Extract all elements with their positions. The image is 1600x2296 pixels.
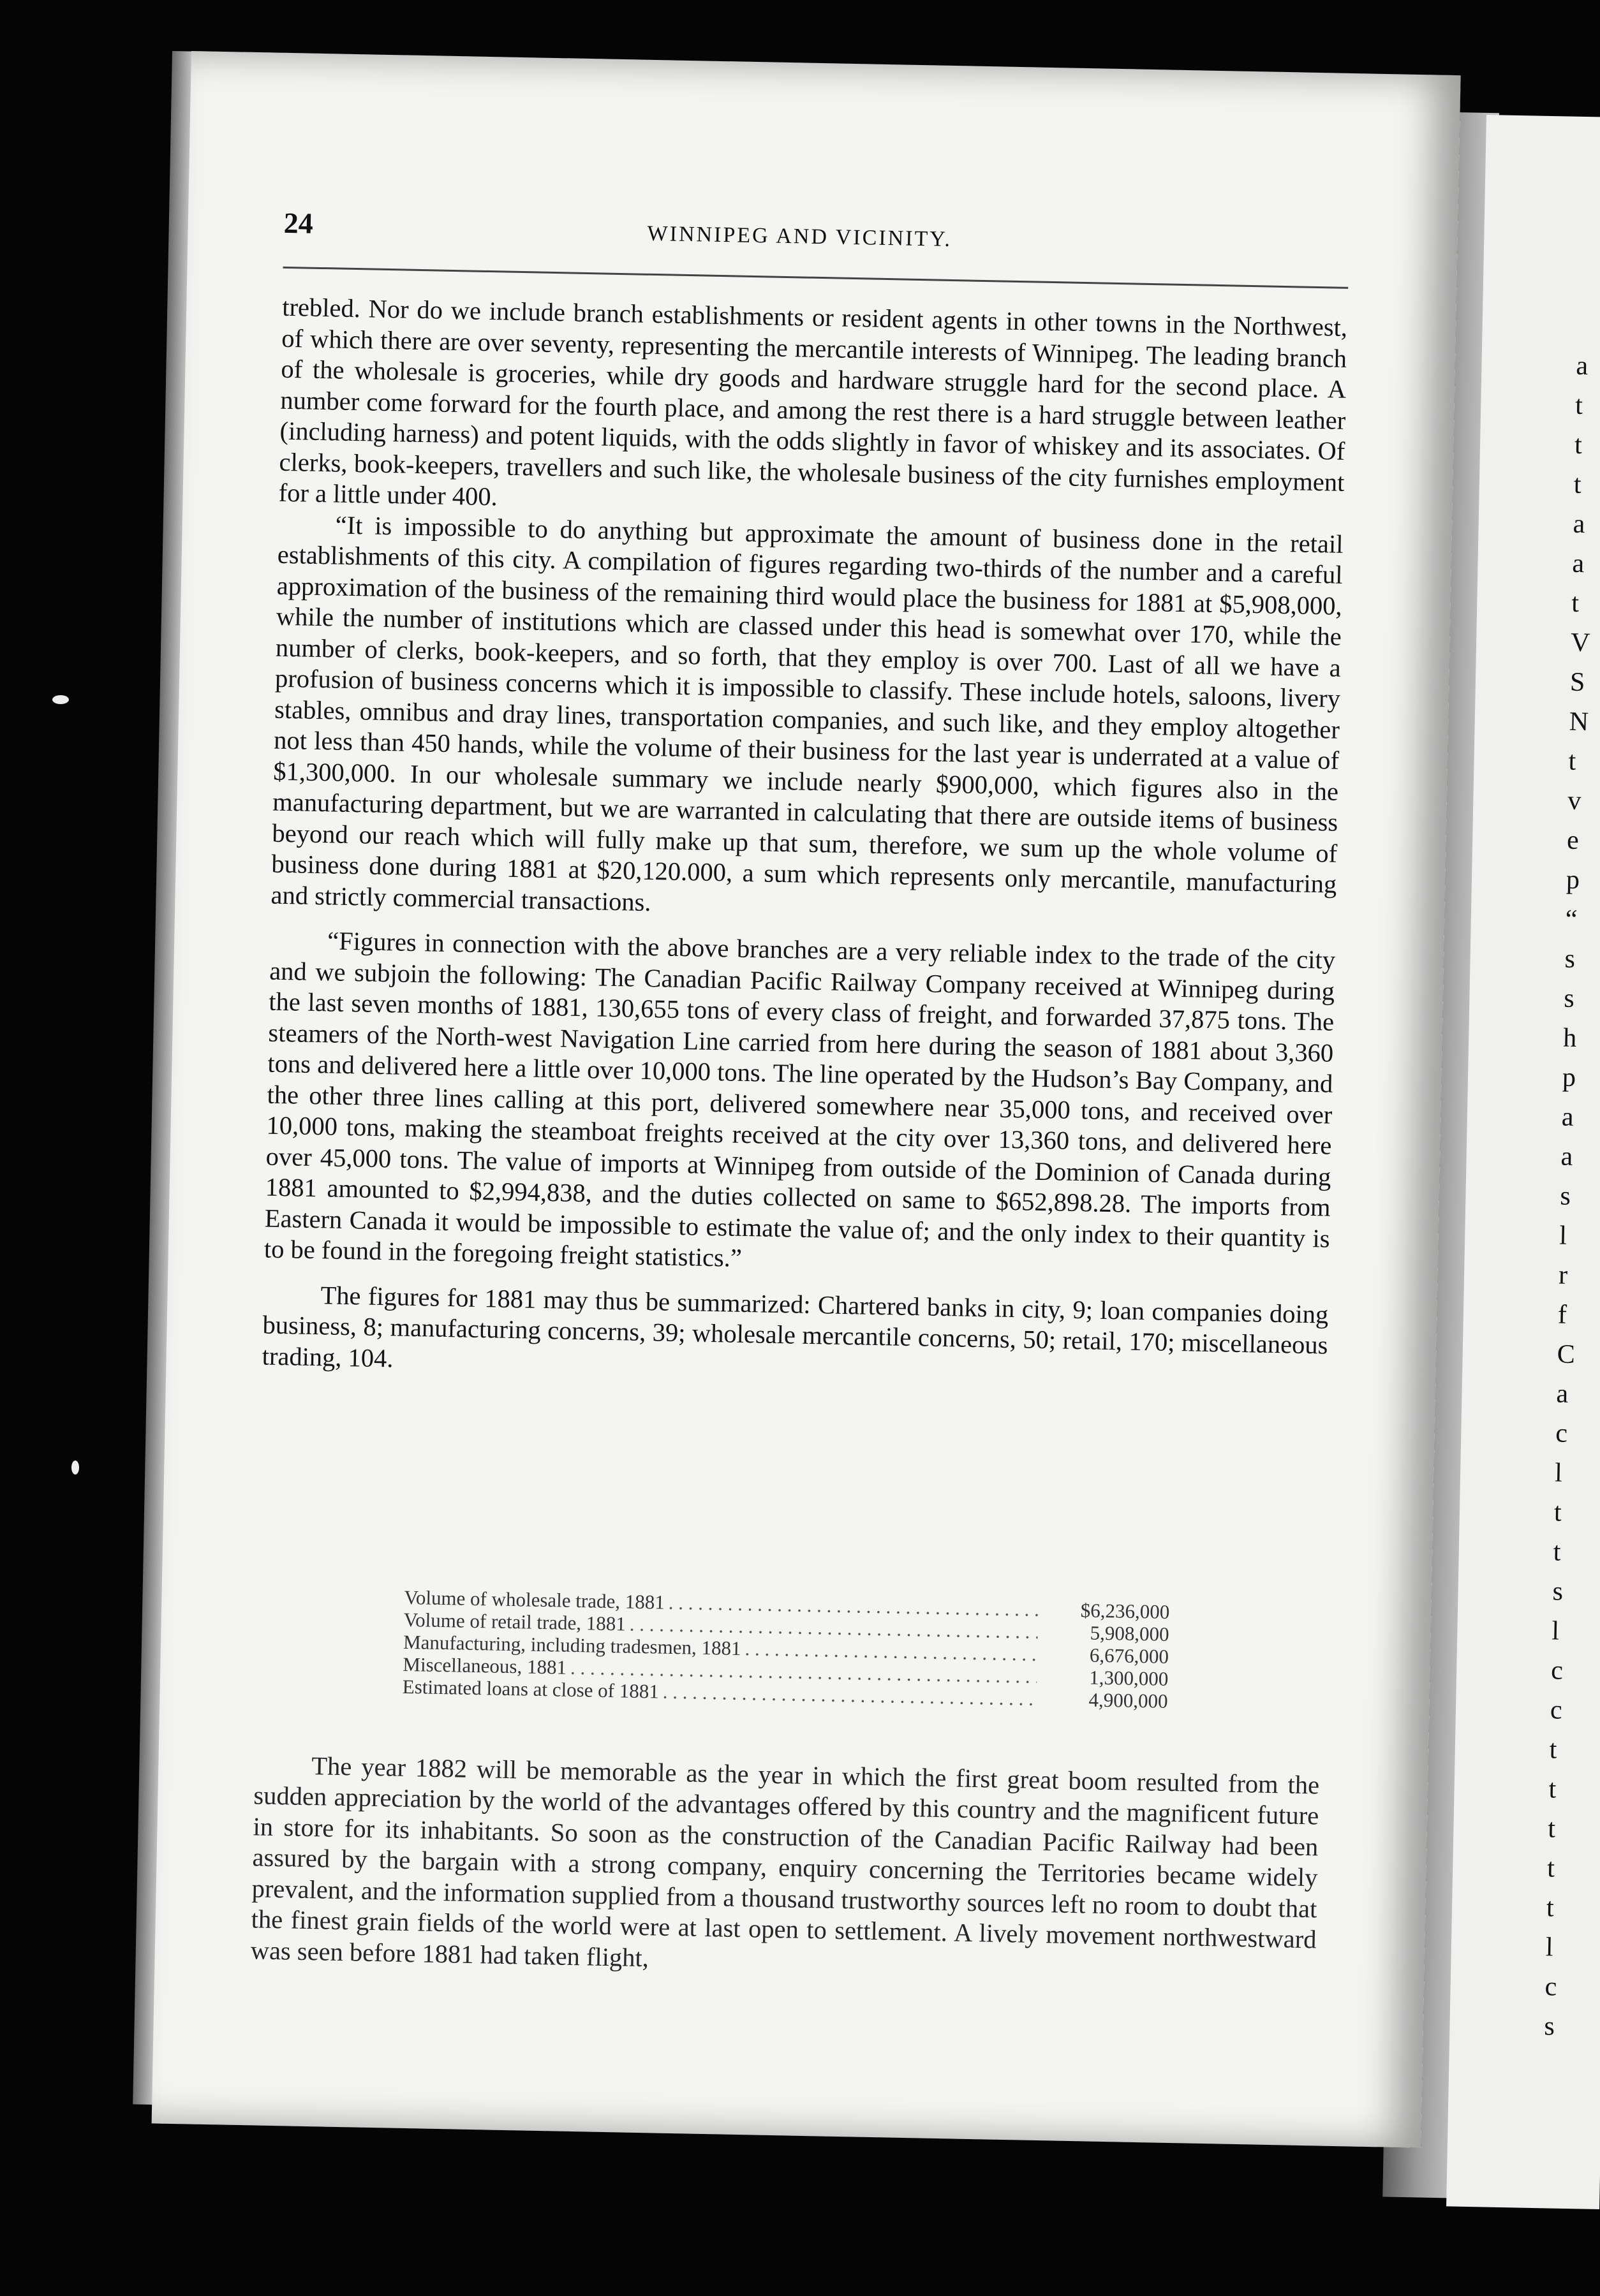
- stat-value: 4,900,000: [1088, 1688, 1168, 1712]
- facing-page-fragment: v: [1567, 786, 1581, 816]
- facing-page-fragment: c: [1550, 1656, 1564, 1686]
- facing-page-fragment: t: [1574, 430, 1583, 460]
- paragraph-1882: The year 1882 will be memorable as the year in which the first great boom resulted from the sudden appreciation by the world of the advantages offered by this country and the magnificent future in store for its inhabitants. So soon as the construction of the Canadian Pacific Railway had been assured by the bargain with a strong company, enquiry concerning the Territories became widely prevalent, and the information supplied from a thousand trustworthy sources left no room to doubt that the finest grain fields of the world were at last open to settlement. A lively movement northwestward was seen before 1881 had taken flight,: [250, 1751, 1320, 1972]
- facing-page-fragment: l: [1545, 1932, 1553, 1962]
- facing-page-fragment: s: [1564, 944, 1576, 974]
- facing-page-fragment: p: [1562, 1063, 1576, 1093]
- paragraph-summary-intro: The figures for 1881 may thus be summarized: Chartered banks in city, 9; loan companies doing business, 8; manufacturing concerns, 39; wholesale mercantile concerns, 50; retail, 170; miscellaneous trading, 104.: [262, 1280, 1329, 1372]
- facing-page-fragment: t: [1553, 1537, 1561, 1567]
- paragraph-figures: “Figures in connection with the above branches are a very reliable index to the trade of the city and we subjoin the following: The Canadian Pacific Railway Company received at Winnipeg during the last seven months of 1881, 130,655 tons of every class of freight, and forwarded 37,875 tons. The steamers of the North-west Navigation Line carried from here during the season of 1881 about 3,360 tons and delivered here a little over 10,000 tons. The line operated by the Hudson’s Bay Company, and the other three lines calling at this port, delivered somewhere near 35,000 tons, and received over 10,000 tons, making the steamboat freights received at the city over 13,360 tons, and delivered here over 45,000 tons. The value of imports at Winnipeg from outside of the Dominion of Canada during 1881 amounted to $2,994,838, and the duties collected on same to $652,898.28. The imports from Eastern Canada it would be impossible to estimate the value of; and the only index to their quantity is to be found in the foregoing freight statistics.”: [263, 926, 1336, 1272]
- stat-label: Volume of wholesale trade, 1881: [404, 1586, 665, 1614]
- paragraph-retail: “It is impossible to do anything but approximate the amount of business done in the retail establishments of this city. A compilation of figures regarding two-thirds of the number and a careful approximation of the business of the remaining third would place the business for 1881 at $5,908,000, while the number of institutions which are classed under this head is somewhat over 170, while the number of clerks, book-keepers, and so forth, that they employ is over 700. Last of all we have a profusion of business concerns which it is impossible to classify. These include hotels, saloons, livery stables, omnibus and dray lines, transportation companies, and such like, and they employ altogether not less than 450 hands, while the volume of their business for the last year is underrated at a value of $1,300,000. In our wholesale summary we include nearly $900,000, which figures also in the manufacturing department, but we are warranted in calculating that there are outside items of business beyond our reach which will fully make up that sum, therefore, we sum up the whole volume of business done during 1881 at $20,120.000, a sum which represents only mercantile, manufacturing and strictly commercial transactions.: [270, 510, 1344, 916]
- facing-page-fragment: p: [1566, 865, 1580, 895]
- scan-speck: [52, 695, 69, 704]
- book-page: [152, 51, 1461, 2148]
- facing-page-fragment: V: [1570, 628, 1590, 658]
- facing-page-fragment: c: [1550, 1695, 1563, 1725]
- facing-page-fragment: C: [1557, 1339, 1576, 1370]
- page-number: 24: [283, 206, 314, 240]
- paragraph-continued: trebled. Nor do we include branch establishments or resident agents in other towns in the Northwest, of which there are over seventy, representing the mercantile interests of Winnipeg. The leading branch of the wholesale is groceries, while dry goods and hardware struggle hard for the second place. A number come forward for the fourth place, and among the rest there is a hard struggle between leather (including harness) and potent liquids, with the odds slightly in favor of whiskey and its associates. Of clerks, book-keepers, travellers and such like, the wholesale business of the city furnishes employment for a little under 400.: [278, 292, 1348, 511]
- scan-speck: [71, 1461, 79, 1475]
- facing-page-fragment: S: [1569, 667, 1585, 698]
- stat-label: Miscellaneous, 1881: [403, 1652, 567, 1679]
- closing-text: [250, 1723, 1321, 2012]
- facing-page-fragment: l: [1554, 1458, 1563, 1488]
- facing-page-fragment: s: [1560, 1181, 1571, 1211]
- facing-page-fragment: t: [1571, 588, 1580, 618]
- facing-page-fragment: a: [1561, 1102, 1574, 1132]
- facing-page-fragment: a: [1572, 548, 1585, 579]
- facing-page-fragment: a: [1560, 1142, 1573, 1172]
- stat-label: Volume of retail trade, 1881: [403, 1608, 626, 1635]
- facing-page-fragment: t: [1546, 1853, 1555, 1883]
- facing-page-fragment: l: [1559, 1221, 1567, 1251]
- facing-page-fragment: N: [1569, 707, 1589, 737]
- facing-page-fragment: s: [1552, 1577, 1564, 1607]
- facing-page-fragment: s: [1544, 2012, 1555, 2042]
- facing-page-fragment: t: [1547, 1814, 1556, 1844]
- stat-value: 1,300,000: [1088, 1666, 1169, 1690]
- stat-label: Estimated loans at close of 1881: [402, 1675, 660, 1703]
- facing-page-fragment: e: [1566, 825, 1580, 855]
- summary-table: [402, 1586, 1169, 1712]
- facing-page-fragment: l: [1551, 1616, 1560, 1646]
- facing-page-fragment: t: [1553, 1498, 1562, 1527]
- facing-page-fragment: t: [1546, 1893, 1555, 1923]
- facing-page-fragment: r: [1558, 1260, 1568, 1290]
- facing-page-fragment: c: [1544, 1972, 1557, 2002]
- facing-page-fragment: f: [1557, 1300, 1567, 1330]
- stat-value: 6,676,000: [1089, 1644, 1169, 1668]
- facing-page-fragment: “: [1565, 904, 1578, 934]
- main-text: [262, 292, 1347, 1392]
- facing-page-fragment: a: [1573, 509, 1585, 540]
- stat-value: 5,908,000: [1090, 1621, 1169, 1645]
- running-title: WINNIPEG AND VICINITY.: [647, 221, 952, 251]
- facing-page-fragment: t: [1548, 1774, 1557, 1804]
- stat-label: Manufacturing, including tradesmen, 1881: [403, 1630, 741, 1659]
- stat-value: $6,236,000: [1080, 1599, 1170, 1623]
- facing-page-fragment: t: [1573, 469, 1582, 499]
- facing-page-fragment: t: [1568, 746, 1576, 776]
- facing-page-fragment: c: [1555, 1418, 1568, 1448]
- facing-page-fragment: t: [1549, 1735, 1557, 1765]
- facing-page-fragment: a: [1556, 1379, 1569, 1409]
- facing-page-fragment: t: [1574, 390, 1583, 420]
- header-rule: [283, 267, 1348, 289]
- facing-page-fragment: a: [1576, 351, 1589, 381]
- page-header: [283, 206, 1432, 267]
- facing-page-fragment: s: [1563, 983, 1575, 1013]
- facing-page-fragment: h: [1562, 1023, 1577, 1053]
